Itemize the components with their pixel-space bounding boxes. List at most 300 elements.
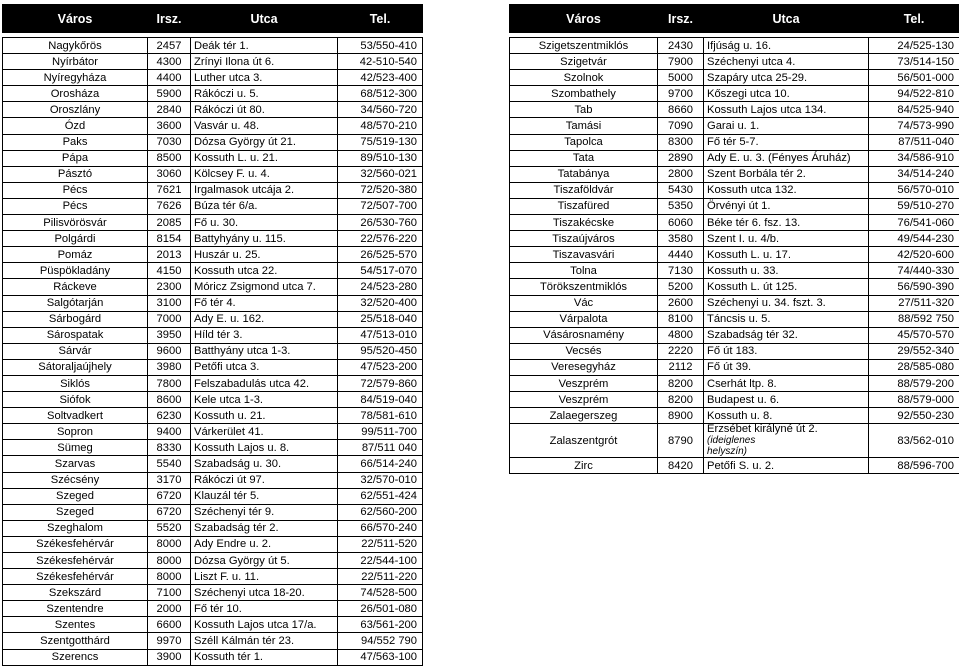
city-cell: Székesfehérvár [3, 536, 148, 552]
tel-cell: 87/511 040 [338, 440, 423, 456]
zip-cell: 4300 [148, 54, 191, 70]
city-cell: Szekszárd [3, 585, 148, 601]
street-cell: Várkerület 41. [191, 424, 338, 440]
tel-cell: 22/576-220 [338, 231, 423, 247]
tel-cell: 32/560-021 [338, 166, 423, 182]
table-row [3, 440, 423, 456]
city-cell: Pilisvörösvár [3, 215, 148, 231]
city-cell: Sárbogárd [3, 311, 148, 327]
tel-cell: 89/510-130 [338, 150, 423, 166]
zip-cell: 8330 [148, 440, 191, 456]
city-cell: Székesfehérvár [3, 569, 148, 585]
tel-cell: 88/579-000 [869, 392, 959, 408]
tel-cell: 78/581-610 [338, 408, 423, 424]
table-row [3, 231, 423, 247]
street-cell: Szabadság tér 2. [191, 520, 338, 536]
table-row [3, 601, 423, 617]
header-street: Utca [191, 5, 338, 33]
tel-cell: 59/510-270 [869, 198, 959, 214]
table-row [3, 118, 423, 134]
city-cell: Ózd [3, 118, 148, 134]
street-cell: Kölcsey F. u. 4. [191, 166, 338, 182]
tel-cell: 48/570-210 [338, 118, 423, 134]
city-cell: Zalaegerszeg [510, 408, 658, 424]
street-cell: Kossuth L. u. 17. [704, 247, 869, 263]
street-cell: Ady Endre u. 2. [191, 536, 338, 552]
street-cell: Petőfi utca 3. [191, 359, 338, 375]
table-row [3, 166, 423, 182]
zip-cell: 4800 [658, 327, 704, 343]
table-row [3, 295, 423, 311]
table-row [510, 182, 959, 198]
zip-cell: 8420 [658, 458, 704, 474]
header-city: Város [3, 5, 148, 33]
table-row [3, 456, 423, 472]
table-row [510, 458, 959, 474]
tel-cell: 42/520-600 [869, 247, 959, 263]
tel-cell: 87/511-040 [869, 134, 959, 150]
zip-cell: 8600 [148, 392, 191, 408]
city-cell: Siklós [3, 375, 148, 391]
street-cell: Kossuth L. u. 21. [191, 150, 338, 166]
tel-cell: 88/592 750 [869, 311, 959, 327]
street-cell: Széchenyi u. 34. fszt. 3. [704, 295, 869, 311]
table-row [3, 408, 423, 424]
table-row [3, 182, 423, 198]
table-row [510, 279, 959, 295]
street-cell: Rákóczi u. 5. [191, 86, 338, 102]
address-table-right [509, 4, 959, 474]
table-row [510, 102, 959, 118]
city-cell: Tiszaföldvár [510, 182, 658, 198]
street-cell: Fő tér 4. [191, 295, 338, 311]
tel-cell: 49/544-230 [869, 231, 959, 247]
table-row [3, 54, 423, 70]
city-cell: Nyíregyháza [3, 70, 148, 86]
tel-cell: 95/520-450 [338, 343, 423, 359]
header-city: Város [510, 5, 658, 33]
tel-cell: 63/561-200 [338, 617, 423, 633]
zip-cell: 3100 [148, 295, 191, 311]
city-cell: Orosháza [3, 86, 148, 102]
zip-cell: 2800 [658, 166, 704, 182]
city-cell: Szerencs [3, 649, 148, 665]
table-row [510, 231, 959, 247]
zip-cell: 2840 [148, 102, 191, 118]
zip-cell: 7090 [658, 118, 704, 134]
city-cell: Szeged [3, 488, 148, 504]
street-cell: Fő tér 5-7. [704, 134, 869, 150]
header-street: Utca [704, 5, 869, 33]
street-text: Erzsébet királyné út 2. [707, 424, 818, 436]
street-note: helyszín) [707, 446, 747, 457]
tel-cell: 22/544-100 [338, 553, 423, 569]
tel-cell: 74/440-330 [869, 263, 959, 279]
tel-cell: 99/511-700 [338, 424, 423, 440]
street-cell: Zrínyi Ilona út 6. [191, 54, 338, 70]
zip-cell: 4400 [148, 70, 191, 86]
street-cell: Dózsa György út 5. [191, 553, 338, 569]
tel-cell: 94/552 790 [338, 633, 423, 649]
city-cell: Sátoraljaújhely [3, 359, 148, 375]
table-row [3, 424, 423, 440]
table-row [510, 392, 959, 408]
street-cell: Kossuth utca 132. [704, 182, 869, 198]
table-row [510, 343, 959, 359]
tel-cell: 32/520-400 [338, 295, 423, 311]
street-cell: Fő út 39. [704, 359, 869, 375]
city-cell: Tiszaújváros [510, 231, 658, 247]
city-cell: Püspökladány [3, 263, 148, 279]
street-cell: Felszabadulás utca 42. [191, 375, 338, 391]
city-cell: Tamási [510, 118, 658, 134]
zip-cell: 9600 [148, 343, 191, 359]
zip-cell: 3060 [148, 166, 191, 182]
table-row [3, 375, 423, 391]
header-zip: Irsz. [658, 5, 704, 33]
tel-cell: 26/525-570 [338, 247, 423, 263]
city-cell: Paks [3, 134, 148, 150]
street-cell: Kele utca 1-3. [191, 392, 338, 408]
street-cell: Széchenyi utca 4. [704, 54, 869, 70]
tel-cell: 22/511-520 [338, 536, 423, 552]
zip-cell: 5900 [148, 86, 191, 102]
tel-cell: 26/530-760 [338, 215, 423, 231]
table-row [3, 649, 423, 665]
tel-cell: 24/525-130 [869, 38, 959, 54]
street-cell [704, 424, 869, 458]
street-cell: Cserhát ltp. 8. [704, 375, 869, 391]
city-cell: Szeged [3, 504, 148, 520]
city-cell: Szolnok [510, 70, 658, 86]
street-cell: Budapest u. 6. [704, 392, 869, 408]
street-cell: Kossuth Lajos u. 8. [191, 440, 338, 456]
street-cell: Szent Borbála tér 2. [704, 166, 869, 182]
zip-cell: 8154 [148, 231, 191, 247]
city-cell: Sopron [3, 424, 148, 440]
city-cell: Ráckeve [3, 279, 148, 295]
tel-cell: 72/520-380 [338, 182, 423, 198]
table-row [3, 359, 423, 375]
tel-cell: 68/512-300 [338, 86, 423, 102]
zip-cell: 3580 [658, 231, 704, 247]
tel-cell: 66/514-240 [338, 456, 423, 472]
tel-cell: 73/514-150 [869, 54, 959, 70]
city-cell: Tiszavasvári [510, 247, 658, 263]
table-row [3, 553, 423, 569]
zip-cell: 8200 [658, 375, 704, 391]
city-cell: Pécs [3, 198, 148, 214]
city-cell: Nagykőrös [3, 38, 148, 54]
table-row [510, 327, 959, 343]
table-row [3, 536, 423, 552]
zip-cell: 5520 [148, 520, 191, 536]
city-cell: Siófok [3, 392, 148, 408]
city-cell: Vásárosnamény [510, 327, 658, 343]
table-row [3, 520, 423, 536]
zip-cell: 8790 [658, 424, 704, 458]
zip-cell: 6720 [148, 504, 191, 520]
table-row [3, 102, 423, 118]
table-row [510, 408, 959, 424]
city-cell: Oroszlány [3, 102, 148, 118]
tel-cell: 84/525-940 [869, 102, 959, 118]
tel-cell: 84/519-040 [338, 392, 423, 408]
tel-cell: 34/560-720 [338, 102, 423, 118]
table-row [3, 617, 423, 633]
table-row [510, 150, 959, 166]
street-cell: Széchenyi tér 9. [191, 504, 338, 520]
zip-cell: 5200 [658, 279, 704, 295]
street-note: (ideiglenes [707, 435, 755, 446]
street-cell: Szent I. u. 4/b. [704, 231, 869, 247]
street-cell: Szapáry utca 25-29. [704, 70, 869, 86]
table-row [3, 86, 423, 102]
city-cell: Tata [510, 150, 658, 166]
table-row [510, 118, 959, 134]
street-cell: Szabadság tér 32. [704, 327, 869, 343]
city-cell: Tatabánya [510, 166, 658, 182]
table-row [3, 38, 423, 54]
tel-cell: 94/522-810 [869, 86, 959, 102]
tel-cell: 29/552-340 [869, 343, 959, 359]
tel-cell: 56/590-390 [869, 279, 959, 295]
street-cell: Széll Kálmán tér 23. [191, 633, 338, 649]
zip-cell: 2890 [658, 150, 704, 166]
zip-cell: 9400 [148, 424, 191, 440]
zip-cell: 2013 [148, 247, 191, 263]
tel-cell: 34/586-910 [869, 150, 959, 166]
street-cell: Garai u. 1. [704, 118, 869, 134]
street-cell: Deák tér 1. [191, 38, 338, 54]
street-cell: Kossuth u. 33. [704, 263, 869, 279]
table-row [3, 488, 423, 504]
table-row [3, 215, 423, 231]
table-row [510, 70, 959, 86]
table-row [3, 247, 423, 263]
tel-cell: 56/570-010 [869, 182, 959, 198]
street-cell: Széchenyi utca 18-20. [191, 585, 338, 601]
zip-cell: 2600 [658, 295, 704, 311]
street-cell: Kossuth u. 8. [704, 408, 869, 424]
city-cell: Salgótarján [3, 295, 148, 311]
tel-cell: 92/550-230 [869, 408, 959, 424]
city-cell: Szarvas [3, 456, 148, 472]
city-cell: Veszprém [510, 375, 658, 391]
city-cell: Pécs [3, 182, 148, 198]
street-cell: Szabadság u. 30. [191, 456, 338, 472]
street-cell: Battyhyány u. 115. [191, 231, 338, 247]
zip-cell: 6230 [148, 408, 191, 424]
tel-cell: 62/551-424 [338, 488, 423, 504]
table-header-row [3, 5, 423, 33]
zip-cell: 2220 [658, 343, 704, 359]
zip-cell: 5540 [148, 456, 191, 472]
city-cell: Szentendre [3, 601, 148, 617]
city-cell: Székesfehérvár [3, 553, 148, 569]
tel-cell: 56/501-000 [869, 70, 959, 86]
table-row [510, 424, 959, 458]
street-cell: Táncsis u. 5. [704, 311, 869, 327]
table-row [3, 263, 423, 279]
street-cell: Ady E. u. 3. (Fényes Áruház) [704, 150, 869, 166]
tel-cell: 53/550-410 [338, 38, 423, 54]
table-row [510, 215, 959, 231]
table-row [510, 359, 959, 375]
zip-cell: 7100 [148, 585, 191, 601]
street-cell: Fő tér 10. [191, 601, 338, 617]
zip-cell: 9970 [148, 633, 191, 649]
tel-cell: 26/501-080 [338, 601, 423, 617]
zip-cell: 8000 [148, 536, 191, 552]
street-cell: Batthyány utca 1-3. [191, 343, 338, 359]
street-cell: Kossuth tér 1. [191, 649, 338, 665]
zip-cell: 7800 [148, 375, 191, 391]
zip-cell: 2430 [658, 38, 704, 54]
tel-cell: 34/514-240 [869, 166, 959, 182]
tel-cell: 45/570-570 [869, 327, 959, 343]
tel-cell: 47/513-010 [338, 327, 423, 343]
zip-cell: 3980 [148, 359, 191, 375]
street-cell: Huszár u. 25. [191, 247, 338, 263]
table-row [3, 569, 423, 585]
city-cell: Tab [510, 102, 658, 118]
table-row [3, 343, 423, 359]
city-cell: Tiszafüred [510, 198, 658, 214]
city-cell: Sárvár [3, 343, 148, 359]
city-cell: Veresegyház [510, 359, 658, 375]
tel-cell: 24/523-280 [338, 279, 423, 295]
table-row [3, 279, 423, 295]
street-cell: Irgalmasok utcája 2. [191, 182, 338, 198]
table-row [510, 86, 959, 102]
city-cell: Szombathely [510, 86, 658, 102]
street-cell: Rákóczi út 80. [191, 102, 338, 118]
street-cell: Fő u. 30. [191, 215, 338, 231]
city-cell: Sárospatak [3, 327, 148, 343]
zip-cell: 5430 [658, 182, 704, 198]
city-cell: Várpalota [510, 311, 658, 327]
zip-cell: 6720 [148, 488, 191, 504]
city-cell: Pomáz [3, 247, 148, 263]
zip-cell: 2085 [148, 215, 191, 231]
city-cell: Szécsény [3, 472, 148, 488]
tel-cell: 88/596-700 [869, 458, 959, 474]
street-cell: Búza tér 6/a. [191, 198, 338, 214]
tel-cell: 66/570-240 [338, 520, 423, 536]
city-cell: Szeghalom [3, 520, 148, 536]
street-cell: Kossuth Lajos utca 17/a. [191, 617, 338, 633]
zip-cell: 2457 [148, 38, 191, 54]
table-row [3, 633, 423, 649]
table-row [510, 54, 959, 70]
zip-cell: 8000 [148, 553, 191, 569]
street-cell: Béke tér 6. fsz. 13. [704, 215, 869, 231]
city-cell: Szentes [3, 617, 148, 633]
street-cell: Klauzál tér 5. [191, 488, 338, 504]
tel-cell: 72/579-860 [338, 375, 423, 391]
zip-cell: 7621 [148, 182, 191, 198]
street-cell: Híld tér 3. [191, 327, 338, 343]
tel-cell: 88/579-200 [869, 375, 959, 391]
table-row [510, 295, 959, 311]
tel-cell: 25/518-040 [338, 311, 423, 327]
city-cell: Pásztó [3, 166, 148, 182]
zip-cell: 2000 [148, 601, 191, 617]
city-cell: Tapolca [510, 134, 658, 150]
zip-cell: 7900 [658, 54, 704, 70]
table-row [3, 198, 423, 214]
table-row [510, 198, 959, 214]
table-row [3, 150, 423, 166]
zip-cell: 3900 [148, 649, 191, 665]
zip-cell: 7130 [658, 263, 704, 279]
city-cell: Szigetszentmiklós [510, 38, 658, 54]
tel-cell: 42/523-400 [338, 70, 423, 86]
zip-cell: 4150 [148, 263, 191, 279]
table-row [3, 472, 423, 488]
tel-cell: 75/519-130 [338, 134, 423, 150]
zip-cell: 8900 [658, 408, 704, 424]
tel-cell: 47/523-200 [338, 359, 423, 375]
city-cell: Sümeg [3, 440, 148, 456]
tel-cell: 32/570-010 [338, 472, 423, 488]
street-cell: Dózsa György út 21. [191, 134, 338, 150]
tel-cell: 28/585-080 [869, 359, 959, 375]
table-row [3, 327, 423, 343]
tel-cell: 22/511-220 [338, 569, 423, 585]
street-cell: Kossuth L. út 125. [704, 279, 869, 295]
city-cell: Polgárdi [3, 231, 148, 247]
table-row [510, 247, 959, 263]
city-cell: Veszprém [510, 392, 658, 408]
table-row [510, 134, 959, 150]
city-cell: Törökszentmiklós [510, 279, 658, 295]
table-row [510, 311, 959, 327]
city-cell: Pápa [3, 150, 148, 166]
table-row [510, 263, 959, 279]
street-cell: Kossuth u. 21. [191, 408, 338, 424]
city-cell: Vecsés [510, 343, 658, 359]
zip-cell: 8000 [148, 569, 191, 585]
street-cell: Vasvár u. 48. [191, 118, 338, 134]
tel-cell: 27/511-320 [869, 295, 959, 311]
street-cell: Petőfi S. u. 2. [704, 458, 869, 474]
city-cell: Tiszakécske [510, 215, 658, 231]
header-tel: Tel. [338, 5, 423, 33]
street-cell: Örvényi út 1. [704, 198, 869, 214]
table-row [3, 585, 423, 601]
tel-cell: 54/517-070 [338, 263, 423, 279]
zip-cell: 7030 [148, 134, 191, 150]
table-row [3, 134, 423, 150]
zip-cell: 8300 [658, 134, 704, 150]
tel-cell: 83/562-010 [869, 424, 959, 458]
zip-cell: 8660 [658, 102, 704, 118]
street-cell: Fő út 183. [704, 343, 869, 359]
city-cell: Tolna [510, 263, 658, 279]
street-cell: Ifjúság u. 16. [704, 38, 869, 54]
table-header-row [510, 5, 959, 33]
tel-cell: 42-510-540 [338, 54, 423, 70]
header-zip: Irsz. [148, 5, 191, 33]
street-cell: Kőszegi utca 10. [704, 86, 869, 102]
table-row [3, 392, 423, 408]
city-cell: Vác [510, 295, 658, 311]
tel-cell: 74/573-990 [869, 118, 959, 134]
zip-cell: 7626 [148, 198, 191, 214]
table-row [510, 166, 959, 182]
